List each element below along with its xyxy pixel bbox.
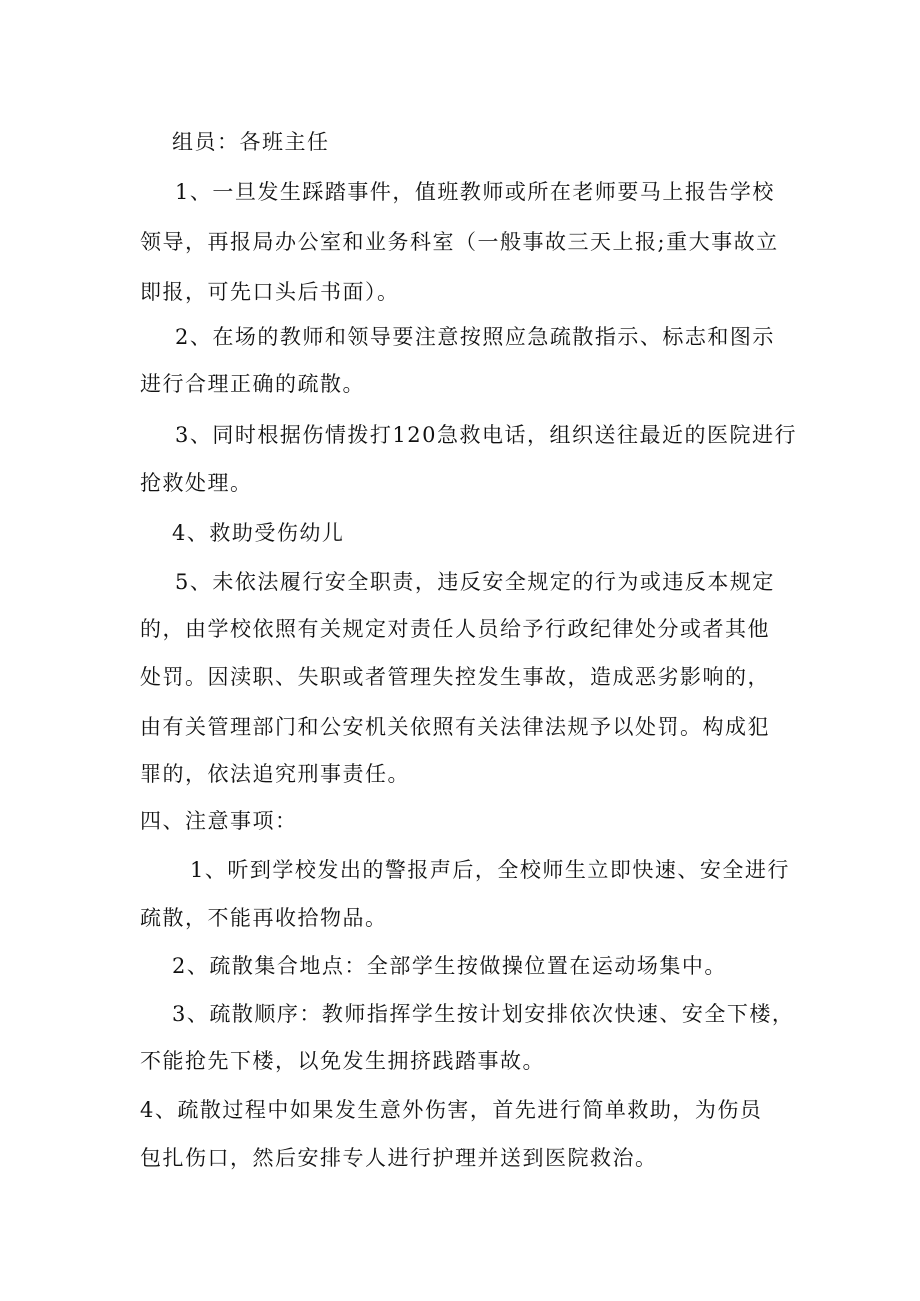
paragraph-line: 1、一旦发生踩踏事件，值班教师或所在老师要马上报告学校 bbox=[175, 180, 775, 204]
paragraph-line: 领导，再报局办公室和业务科室（一般事故三天上报;重大事故立 bbox=[140, 230, 779, 254]
paragraph-line: 罪的，依法追究刑事责任。 bbox=[140, 762, 410, 786]
paragraph-line: 3、同时根据伤情拨打120急救电话，组织送往最近的医院进行 bbox=[175, 423, 797, 447]
paragraph-line: 2、疏散集合地点：全部学生按做操位置在运动场集中。 bbox=[172, 954, 727, 978]
paragraph-line: 疏散，不能再收拾物品。 bbox=[140, 906, 388, 930]
paragraph-line: 不能抢先下楼，以免发生拥挤践踏事故。 bbox=[140, 1049, 545, 1073]
paragraph-line: 4、疏散过程中如果发生意外伤害，首先进行简单救助，为伤员 bbox=[140, 1098, 763, 1122]
paragraph-line: 的，由学校依照有关规定对责任人员给予行政纪律处分或者其他 bbox=[140, 617, 770, 641]
paragraph-line: 5、未依法履行安全职责，违反安全规定的行为或违反本规定 bbox=[175, 570, 775, 594]
paragraph-line: 包扎伤口，然后安排专人进行护理并送到医院救治。 bbox=[140, 1146, 658, 1170]
paragraph-line: 1、听到学校发出的警报声后，全校师生立即快速、安全进行 bbox=[190, 858, 790, 882]
members-line: 组员：各班主任 bbox=[172, 130, 330, 154]
paragraph-line: 进行合理正确的疏散。 bbox=[140, 372, 365, 396]
paragraph-line: 4、救助受伤幼儿 bbox=[172, 521, 345, 545]
paragraph-line: 2、在场的教师和领导要注意按照应急疏散指示、标志和图示 bbox=[175, 325, 775, 349]
paragraph-line: 即报，可先口头后书面）。 bbox=[140, 280, 400, 304]
section-heading: 四、注意事项： bbox=[140, 809, 298, 833]
paragraph-line: 3、疏散顺序：教师指挥学生按计划安排依次快速、安全下楼， bbox=[172, 1002, 795, 1026]
paragraph-line: 抢救处理。 bbox=[140, 471, 253, 495]
paragraph-line: 处罚。因渎职、失职或者管理失控发生事故，造成恶劣影响的， bbox=[140, 665, 770, 689]
paragraph-line: 由有关管理部门和公安机关依照有关法律法规予以处罚。构成犯 bbox=[140, 715, 770, 739]
